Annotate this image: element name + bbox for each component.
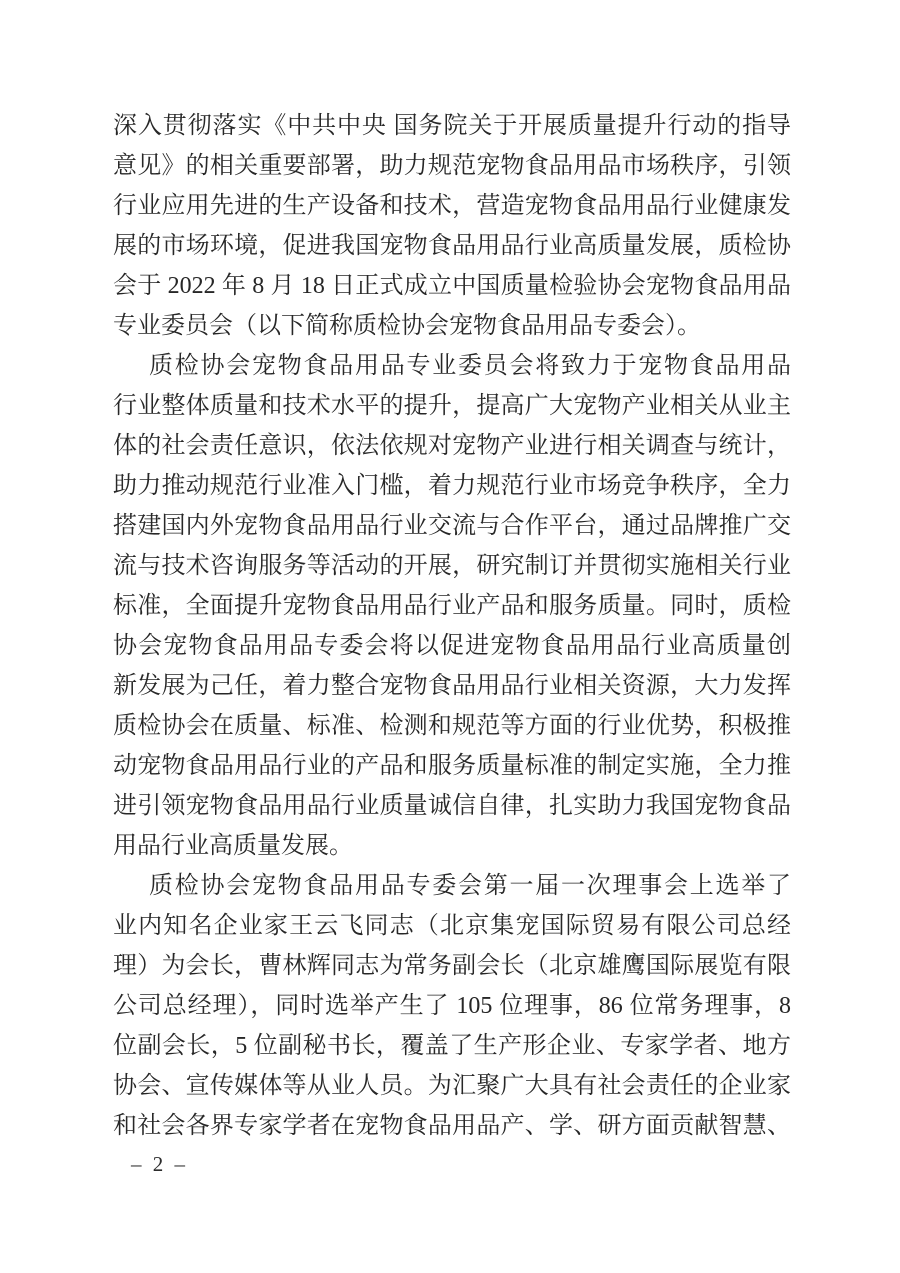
paragraph-3 xyxy=(113,866,791,1146)
text-line: 深入贯彻落实《中共中央 国务院关于开展质量提升行动的指导 xyxy=(113,113,791,139)
text-line: 助力推动规范行业准入门槛，着力规范行业市场竞争秩序，全力 xyxy=(113,473,791,499)
text-line: 协会、宣传媒体等从业人员。为汇聚广大具有社会责任的企业家 xyxy=(113,1073,791,1099)
text-line: 行业整体质量和技术水平的提升，提高广大宠物产业相关从业主 xyxy=(113,393,791,419)
text-line: 质检协会宠物食品用品专业委员会将致力于宠物食品用品 xyxy=(149,353,791,379)
text-line: 搭建国内外宠物食品用品行业交流与合作平台，通过品牌推广交 xyxy=(113,513,791,539)
text-line: 行业应用先进的生产设备和技术，营造宠物食品用品行业健康发 xyxy=(113,193,791,219)
paragraph-1 xyxy=(113,106,791,346)
text-line: 协会宠物食品用品专委会将以促进宠物食品用品行业高质量创 xyxy=(113,633,791,659)
text-line: 和社会各界专家学者在宠物食品用品产、学、研方面贡献智慧、 xyxy=(113,1113,791,1139)
text-line: 意见》的相关重要部署，助力规范宠物食品用品市场秩序，引领 xyxy=(113,153,791,179)
text-line: 流与技术咨询服务等活动的开展，研究制订并贯彻实施相关行业 xyxy=(113,553,791,579)
text-line: 业内知名企业家王云飞同志（北京集宠国际贸易有限公司总经 xyxy=(113,913,791,939)
text-line: 公司总经理），同时选举产生了 105 位理事，86 位常务理事，8 xyxy=(113,993,791,1019)
text-line: 会于 2022 年 8 月 18 日正式成立中国质量检验协会宠物食品用品 xyxy=(113,273,791,299)
paragraph-2 xyxy=(113,346,791,866)
body-text xyxy=(113,106,791,1146)
text-line: 质检协会在质量、标准、检测和规范等方面的行业优势，积极推 xyxy=(113,713,791,739)
text-line: 展的市场环境，促进我国宠物食品用品行业高质量发展，质检协 xyxy=(113,233,791,259)
text-line: 新发展为己任，着力整合宠物食品用品行业相关资源，大力发挥 xyxy=(113,673,791,699)
text-line: 专业委员会（以下简称质检协会宠物食品用品专委会）。 xyxy=(113,313,701,339)
text-line: 用品行业高质量发展。 xyxy=(113,833,353,859)
text-line: 理）为会长，曹林辉同志为常务副会长（北京雄鹰国际展览有限 xyxy=(113,953,791,979)
text-line: 标准，全面提升宠物食品用品行业产品和服务质量。同时，质检 xyxy=(113,593,791,619)
page-number: – 2 – xyxy=(131,1152,188,1176)
text-line: 动宠物食品用品行业的产品和服务质量标准的制定实施，全力推 xyxy=(113,753,791,779)
text-line: 体的社会责任意识，依法依规对宠物产业进行相关调查与统计， xyxy=(113,433,791,459)
text-line: 位副会长，5 位副秘书长，覆盖了生产形企业、专家学者、地方 xyxy=(113,1033,791,1059)
text-line: 进引领宠物食品用品行业质量诚信自律，扎实助力我国宠物食品 xyxy=(113,793,791,819)
text-line: 质检协会宠物食品用品专委会第一届一次理事会上选举了 xyxy=(149,873,791,899)
